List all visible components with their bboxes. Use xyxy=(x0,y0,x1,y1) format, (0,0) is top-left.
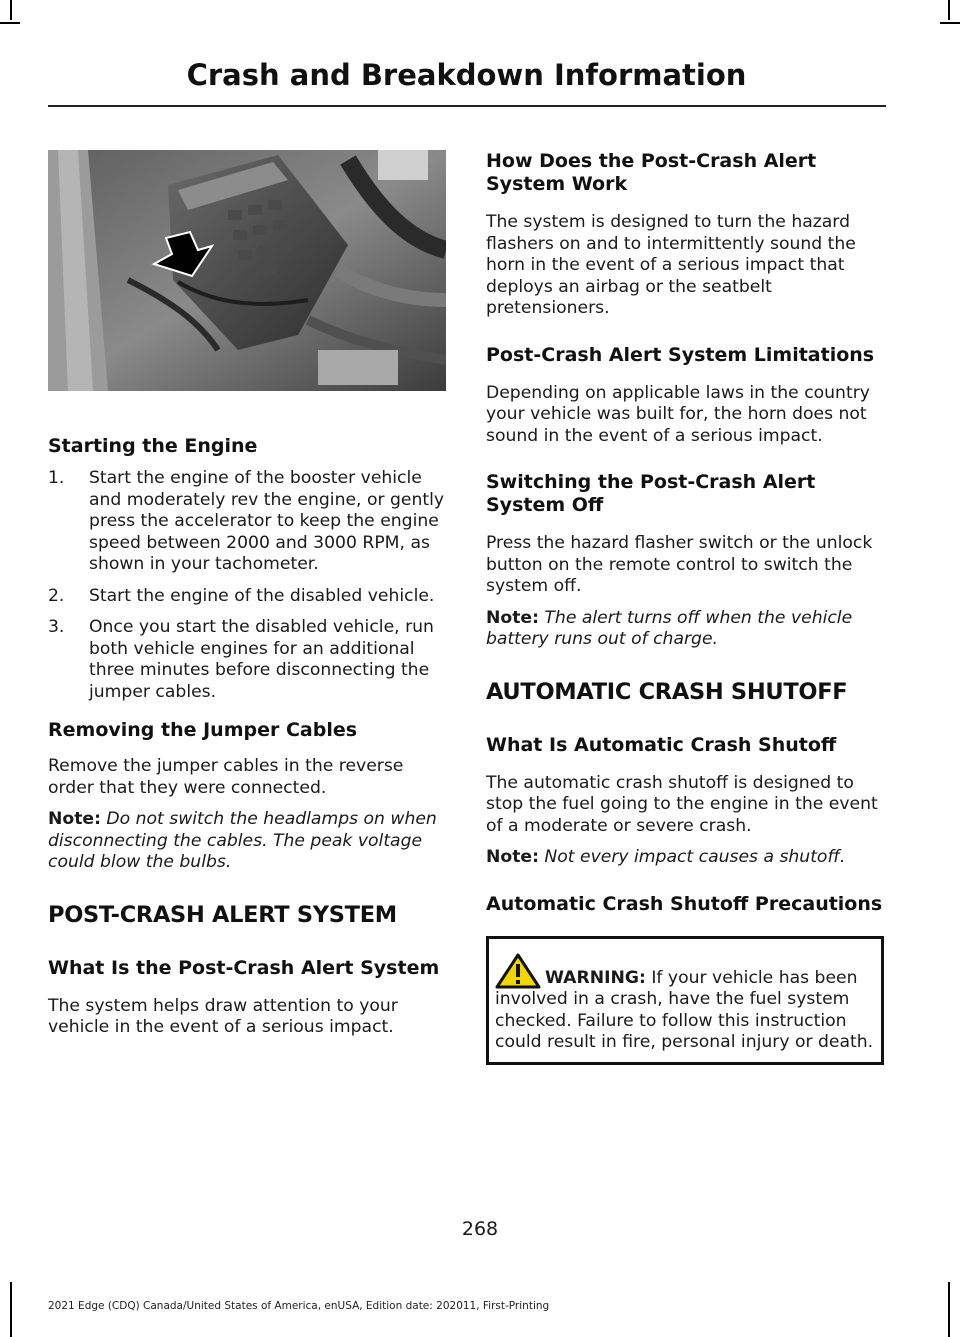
switching-off-body: Press the hazard flasher switch or the unlock button on the remote control to switch the system off. xyxy=(486,533,873,596)
note-label: Note: xyxy=(486,847,539,867)
crop-mark-bottom-right-v xyxy=(948,1282,950,1337)
auto-crash-shutoff-what-heading: What Is Automatic Crash Shutoff xyxy=(486,733,837,756)
right-column xyxy=(486,150,884,1065)
list-item xyxy=(48,586,446,608)
auto-crash-shutoff-what-body: The automatic crash shutoff is designed to stop the fuel going to the engine in the event of a moderate or severe crash. xyxy=(486,772,878,836)
note-label: Note: xyxy=(48,809,101,829)
warning-body: If your vehicle has been involved in a crash, have the fuel system checked. Failure to follow this instruction could result in fire, personal injury or death. xyxy=(495,967,874,1052)
left-column xyxy=(48,150,446,1039)
note-label: Note: xyxy=(486,607,539,628)
step-number: 2. xyxy=(48,585,65,606)
warning-triangle-icon xyxy=(495,953,541,989)
footer-edition-info: 2021 Edge (CDQ) Canada/United States of America, enUSA, Edition date: 202011, First-Printing xyxy=(48,1300,550,1312)
removing-cables-note xyxy=(48,809,446,874)
engine-bay-figure xyxy=(48,150,446,391)
crop-mark-top-left-h xyxy=(0,22,20,24)
step-number: 1. xyxy=(48,468,65,488)
starting-engine-heading: Starting the Engine xyxy=(48,435,258,457)
step-text: Start the engine of the disabled vehicle. xyxy=(89,585,435,606)
step-text: Once you start the disabled vehicle, run both vehicle engines for an additional three minutes before disconnecting the jumper cables. xyxy=(89,617,434,702)
post-crash-what-body: The system helps draw attention to your vehicle in the event of a serious impact. xyxy=(48,995,398,1037)
list-item xyxy=(48,617,446,703)
warning-label: WARNING: xyxy=(545,967,646,988)
auto-crash-shutoff-section-heading: AUTOMATIC CRASH SHUTOFF xyxy=(486,678,848,705)
header-rule xyxy=(48,105,886,107)
how-post-crash-heading: How Does the Post-Crash Alert System Work xyxy=(486,150,817,195)
removing-cables-heading: Removing the Jumper Cables xyxy=(48,719,358,741)
note-text: The alert turns off when the vehicle battery runs out of charge. xyxy=(486,607,853,649)
switching-off-note xyxy=(486,608,884,651)
limitations-heading: Post-Crash Alert System Limitations xyxy=(486,343,875,366)
crop-mark-top-right-v xyxy=(948,0,950,20)
step-number: 3. xyxy=(48,617,65,637)
post-crash-section-heading: POST-CRASH ALERT SYSTEM xyxy=(48,901,397,928)
page-number: 268 xyxy=(461,1218,499,1240)
note-text: Not every impact causes a shutoff. xyxy=(544,847,846,867)
auto-crash-shutoff-precautions-heading: Automatic Crash Shutoff Precautions xyxy=(486,892,883,915)
crop-mark-top-right-h xyxy=(940,22,960,24)
starting-engine-steps xyxy=(48,468,446,703)
warning-text xyxy=(495,953,875,1054)
crop-mark-bottom-left-v xyxy=(10,1282,12,1337)
step-text: Start the engine of the booster vehicle and moderately rev the engine, or gently press the accelerator to keep the engine speed between 2000 and 3000 RPM, as shown in your tachometer. xyxy=(89,468,445,574)
page-header-title: Crash and Breakdown Information xyxy=(186,58,747,92)
auto-crash-shutoff-note xyxy=(486,847,884,869)
warning-box xyxy=(486,936,884,1065)
limitations-body: Depending on applicable laws in the country your vehicle was built for, the horn does not sound in the event of a serious impact. xyxy=(486,382,870,446)
note-text: Do not switch the headlamps on when disconnecting the cables. The peak voltage could blow the bulbs. xyxy=(48,809,437,872)
removing-cables-body: Remove the jumper cables in the reverse order that they were connected. xyxy=(48,756,404,798)
crop-mark-top-left-v xyxy=(10,0,12,20)
switching-off-heading: Switching the Post-Crash Alert System Off xyxy=(486,471,816,516)
post-crash-what-heading: What Is the Post-Crash Alert System xyxy=(48,956,440,979)
how-post-crash-body: The system is designed to turn the hazard flashers on and to intermittently sound the horn in the event of a serious impact that deploys an airbag or the seatbelt pretensioners. xyxy=(486,212,856,318)
list-item xyxy=(48,468,446,576)
